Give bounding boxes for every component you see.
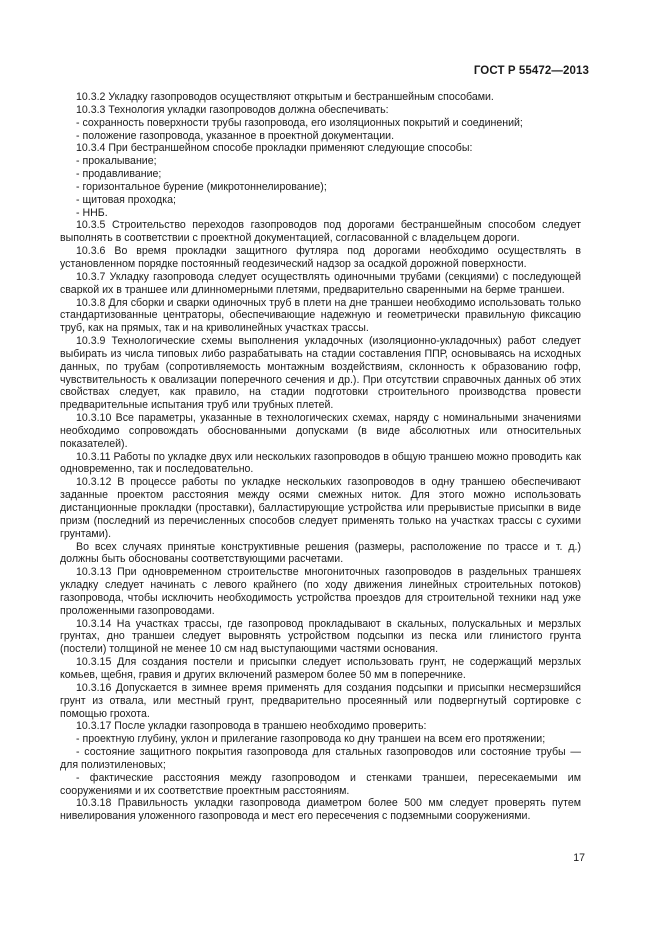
list-item: - ННБ. (76, 206, 108, 219)
list-item: - фактические расстояния между газопроводом и стенками траншеи, пересекаемыми им сооружениями и их соответствие проектным расстояниям. (60, 771, 581, 797)
paragraph: 10.3.13 При одновременном строительстве многониточных газопроводов в раздельных траншеях укладку следует начинать с левого крайнего (по ходу движения линейных строительных потоков) газопровода, чтобы исключить необходимость устройства проездов для строительной техники над уже проложенными газопроводами. (60, 566, 581, 617)
list-item: - прокалывание; (76, 155, 157, 168)
paragraph: 10.3.12 В процессе работы по укладке нескольких газопроводов в одну траншею обеспечивают заданные проектом расстояния между осями смежных ниток. Для этого можно использовать дистанционные прокладки (проставки), балластирующие устройства или прерывистые присыпки в виде призм (последний из перечисленных способов следует применять только на участках трассы с сухими грунтами). (60, 476, 581, 540)
list-item: - горизонтальное бурение (микротоннелирование); (76, 180, 327, 193)
paragraph: 10.3.7 Укладку газопровода следует осуществлять одиночными трубами (секциями) с последующей сваркой их в траншее или длинномерными плетями, предварительно сваренными на берме траншеи. (60, 270, 581, 296)
paragraph: 10.3.8 Для сборки и сварки одиночных труб в плети на дне траншеи необходимо использовать только стандартизованные центраторы, обеспечивающие надежную и геометрически правильную фиксацию труб, как на прямых, так и на криволинейных участках трассы. (60, 296, 581, 335)
paragraph: 10.3.16 Допускается в зимнее время применять для создания подсыпки и присыпки несмерзшийся грунт из отвала, или местный грунт, предварительно просеянный или подвергнутый сортировке с помощью грохота. (60, 681, 581, 720)
document-code: ГОСТ Р 55472—2013 (473, 65, 589, 77)
paragraph: 10.3.6 Во время прокладки защитного футляра под дорогами необходимо осуществлять в установленном порядке постоянный геодезический надзор за осадкой дорожной поверхности. (60, 245, 581, 270)
list-item: - продавливание; (76, 168, 162, 181)
paragraph: 10.3.9 Технологические схемы выполнения укладочных (изоляционно-укладочных) работ следует выбирать из числа типовых либо разрабатывать на стадии составления ППР, основываясь на исходных данных, по трубам (сопротивляемость монтажным воздействиям, склонность к образованию гофр, чувствительность к овализации поперечного сечения и др.). При отсутствии справочных данных об этих свойствах следует, как правило, на стадии подготовки строительного производства провести предварительные испытания труб или трубных плетей. (60, 335, 581, 412)
paragraph: 10.3.18 Правильность укладки газопровода диаметром более 500 мм следует проверять путем нивелирования уложенного газопровода и мест его пересечения с подземными сооружениями. (60, 797, 581, 823)
list-item: - сохранность поверхности трубы газопровода, его изоляционных покрытий и соединений; (76, 116, 523, 129)
paragraph: 10.3.15 Для создания постели и присыпки следует использовать грунт, не содержащий мерзлых комьев, щебня, гравия и других включений размером более 50 мм в поперечнике. (60, 656, 581, 681)
paragraph: 10.3.5 Строительство переходов газопроводов под дорогами бестраншейным способом следует выполнять в соответствии с проектной документацией, согласованной с владельцем дороги. (60, 219, 581, 245)
list-item: - щитовая проходка; (76, 193, 176, 206)
paragraph: 10.3.17 После укладки газопровода в траншею необходимо проверить: (76, 720, 427, 733)
paragraph: 10.3.14 На участках трассы, где газопровод прокладывают в скальных, полускальных и мерзлых грунтах, дно траншеи следует выровнять устройством подсыпки из песка или глинистого грунта (постели) толщиной не менее 10 см над выступающими частями основания. (60, 617, 581, 656)
paragraph: 10.3.11 Работы по укладке двух или нескольких газопроводов в общую траншею можно проводить как одновременно, так и последовательно. (60, 450, 581, 476)
list-item: - положение газопровода, указанное в проектной документации. (76, 129, 395, 142)
list-item: - состояние защитного покрытия газопровода для стальных газопроводов или состояние трубы — для полиэтиленовых; (60, 746, 581, 771)
document-body (60, 91, 581, 823)
list-item: - проектную глубину, уклон и прилегание газопровода ко дну траншеи на всем его протяжении; (76, 733, 546, 746)
paragraph: 10.3.10 Все параметры, указанные в технологических схемах, наряду с номинальными значениями необходимо сопровождать обоснованными допусками (в виде абсолютных или относительных показателей). (60, 412, 581, 450)
paragraph: 10.3.2 Укладку газопроводов осуществляют открытым и бестраншейным способами. (76, 91, 494, 103)
paragraph: Во всех случаях принятые конструктивные решения (размеры, расположение по трассе и т. д.) должны быть обоснованы соответствующими расчетами. (60, 540, 581, 566)
paragraph: 10.3.3 Технология укладки газопроводов должна обеспечивать: (76, 103, 389, 116)
page-number: 17 (573, 852, 585, 864)
paragraph: 10.3.4 При бестраншейном способе прокладки применяют следующие способы: (76, 142, 473, 155)
